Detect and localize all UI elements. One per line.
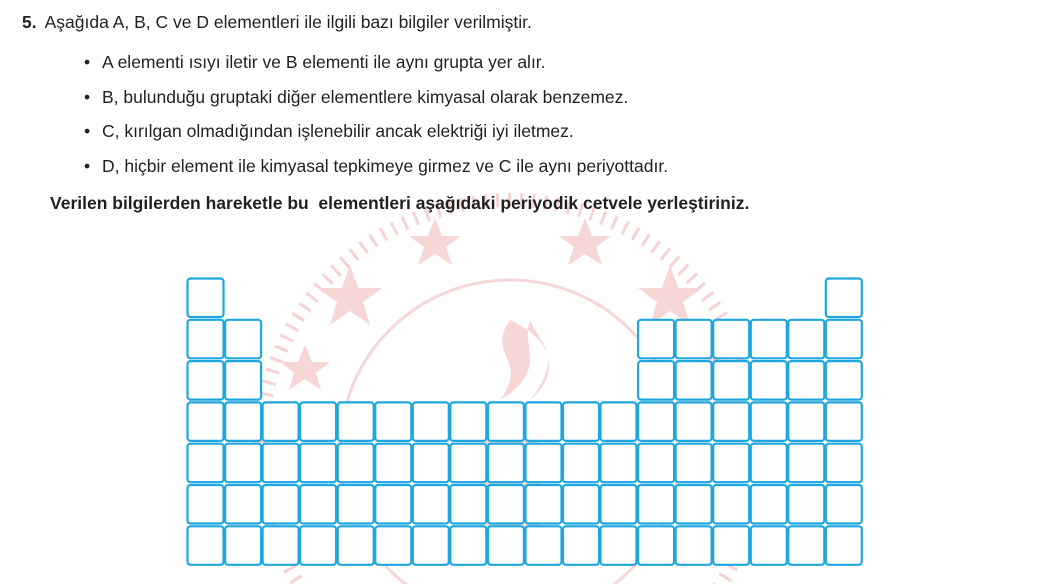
periodic-table-cell bbox=[338, 485, 374, 524]
periodic-table-cell bbox=[638, 444, 674, 483]
periodic-table-cell bbox=[601, 402, 637, 441]
clue-item-c bbox=[84, 121, 668, 156]
question-stem: Aşağıda A, B, C ve D elementleri ile ilgili bazı bilgiler verilmiştir. bbox=[44, 12, 532, 32]
periodic-table-cell bbox=[676, 402, 712, 441]
periodic-table-cell bbox=[563, 485, 599, 524]
ministry-seal-watermark bbox=[230, 170, 790, 584]
periodic-table-cell bbox=[263, 444, 299, 483]
bullet-dot: • bbox=[84, 52, 91, 72]
periodic-table-cell bbox=[488, 485, 524, 524]
periodic-table-cell bbox=[526, 444, 562, 483]
periodic-table-cell bbox=[788, 320, 824, 359]
periodic-table-cell bbox=[751, 402, 787, 441]
periodic-table-cell bbox=[526, 485, 562, 524]
periodic-table-cell bbox=[225, 485, 261, 524]
periodic-table-cell bbox=[676, 444, 712, 483]
periodic-table-cell bbox=[788, 402, 824, 441]
periodic-table-cell bbox=[188, 279, 224, 318]
periodic-table-cell bbox=[375, 444, 411, 483]
periodic-table-cell bbox=[338, 526, 374, 565]
periodic-table-cell bbox=[826, 402, 862, 441]
periodic-table-cell bbox=[676, 320, 712, 359]
clue-text: C, kırılgan olmadığından işlenebilir ancak elektriği iyi iletmez. bbox=[102, 121, 574, 142]
periodic-table-cell bbox=[563, 526, 599, 565]
periodic-table-cell bbox=[450, 402, 486, 441]
clue-text: A elementi ısıyı iletir ve B elementi ile aynı grupta yer alır. bbox=[102, 52, 546, 72]
clue-text: D, hiçbir element ile kimyasal tepkimeye girmez ve C ile aynı periyottadır. bbox=[102, 156, 669, 177]
periodic-table-cell bbox=[300, 444, 336, 483]
periodic-table-cell bbox=[713, 485, 749, 524]
periodic-table-cell bbox=[826, 361, 862, 400]
bullet-dot: • bbox=[84, 156, 91, 177]
periodic-table-cell bbox=[788, 526, 824, 565]
periodic-table-cell bbox=[225, 444, 261, 483]
periodic-table-cell bbox=[300, 526, 336, 565]
periodic-table-cell bbox=[713, 444, 749, 483]
periodic-table-cell bbox=[826, 444, 862, 483]
periodic-table-cell bbox=[300, 402, 336, 441]
periodic-table-cell bbox=[188, 444, 224, 483]
bullet-dot: • bbox=[84, 86, 91, 107]
periodic-table-cell bbox=[488, 526, 524, 565]
periodic-table-cell bbox=[826, 485, 862, 524]
periodic-table-cell bbox=[713, 526, 749, 565]
periodic-table-cell bbox=[638, 361, 674, 400]
periodic-table-cell bbox=[450, 485, 486, 524]
periodic-table-cell bbox=[526, 526, 562, 565]
periodic-table-cell bbox=[638, 402, 674, 441]
clue-item-d bbox=[84, 156, 668, 191]
periodic-table-cell bbox=[713, 402, 749, 441]
periodic-table-cell bbox=[638, 526, 674, 565]
periodic-table-cell bbox=[188, 485, 224, 524]
bullet-dot: • bbox=[84, 121, 91, 142]
periodic-table-cell bbox=[788, 444, 824, 483]
periodic-table-cell bbox=[676, 485, 712, 524]
periodic-table-cell bbox=[488, 444, 524, 483]
periodic-table-cell bbox=[413, 526, 449, 565]
periodic-table-cell bbox=[225, 402, 261, 441]
periodic-table-cell bbox=[751, 361, 787, 400]
periodic-table-cell bbox=[826, 320, 862, 359]
periodic-table-cell bbox=[751, 526, 787, 565]
periodic-table-cell bbox=[263, 485, 299, 524]
periodic-table-cell bbox=[338, 402, 374, 441]
periodic-table-cell bbox=[375, 526, 411, 565]
periodic-table-cell bbox=[413, 444, 449, 483]
periodic-table-cell bbox=[751, 320, 787, 359]
periodic-table-cell bbox=[263, 402, 299, 441]
periodic-table-cell bbox=[751, 485, 787, 524]
periodic-table-cell bbox=[450, 444, 486, 483]
periodic-table-cell bbox=[601, 444, 637, 483]
periodic-table-cell bbox=[563, 402, 599, 441]
periodic-table-cell bbox=[713, 320, 749, 359]
periodic-table-cell bbox=[638, 320, 674, 359]
periodic-table-cell bbox=[713, 361, 749, 400]
periodic-table-cell bbox=[300, 485, 336, 524]
periodic-table-cell bbox=[450, 526, 486, 565]
periodic-table-cell bbox=[413, 402, 449, 441]
periodic-table-cell bbox=[751, 444, 787, 483]
clue-text: B, bulunduğu gruptaki diğer elementlere kimyasal olarak benzemez. bbox=[102, 86, 629, 107]
periodic-table-cell bbox=[413, 485, 449, 524]
periodic-table-cell bbox=[676, 526, 712, 565]
periodic-table-cell bbox=[676, 361, 712, 400]
periodic-table-cell bbox=[526, 402, 562, 441]
periodic-table-cell bbox=[188, 402, 224, 441]
clue-item-a bbox=[84, 52, 668, 87]
periodic-table-cell bbox=[263, 526, 299, 565]
clue-item-b bbox=[84, 87, 668, 122]
periodic-table-cell bbox=[188, 320, 224, 359]
periodic-table-cell bbox=[375, 485, 411, 524]
periodic-table-cell bbox=[826, 526, 862, 565]
periodic-table-cell bbox=[788, 485, 824, 524]
periodic-table-cell bbox=[488, 402, 524, 441]
periodic-table-cell bbox=[638, 485, 674, 524]
periodic-table-cell bbox=[338, 444, 374, 483]
question-number: 5. bbox=[22, 12, 37, 32]
periodic-table-cell bbox=[375, 402, 411, 441]
periodic-table-cell bbox=[225, 526, 261, 565]
periodic-table-cell bbox=[563, 444, 599, 483]
periodic-table-cell bbox=[188, 526, 224, 565]
periodic-table-cell bbox=[225, 361, 261, 400]
periodic-table-cell bbox=[788, 361, 824, 400]
clue-list bbox=[84, 52, 668, 191]
periodic-table-cell bbox=[601, 485, 637, 524]
periodic-table-cell bbox=[188, 361, 224, 400]
periodic-table-cell bbox=[601, 526, 637, 565]
question-instruction: Verilen bilgilerden hareketle bu elementleri aşağıdaki periyodik cetvele yerleştiriniz. bbox=[50, 193, 750, 213]
question-stem-line bbox=[22, 12, 532, 33]
periodic-table-cell bbox=[826, 279, 862, 318]
periodic-table-cell bbox=[225, 320, 261, 359]
